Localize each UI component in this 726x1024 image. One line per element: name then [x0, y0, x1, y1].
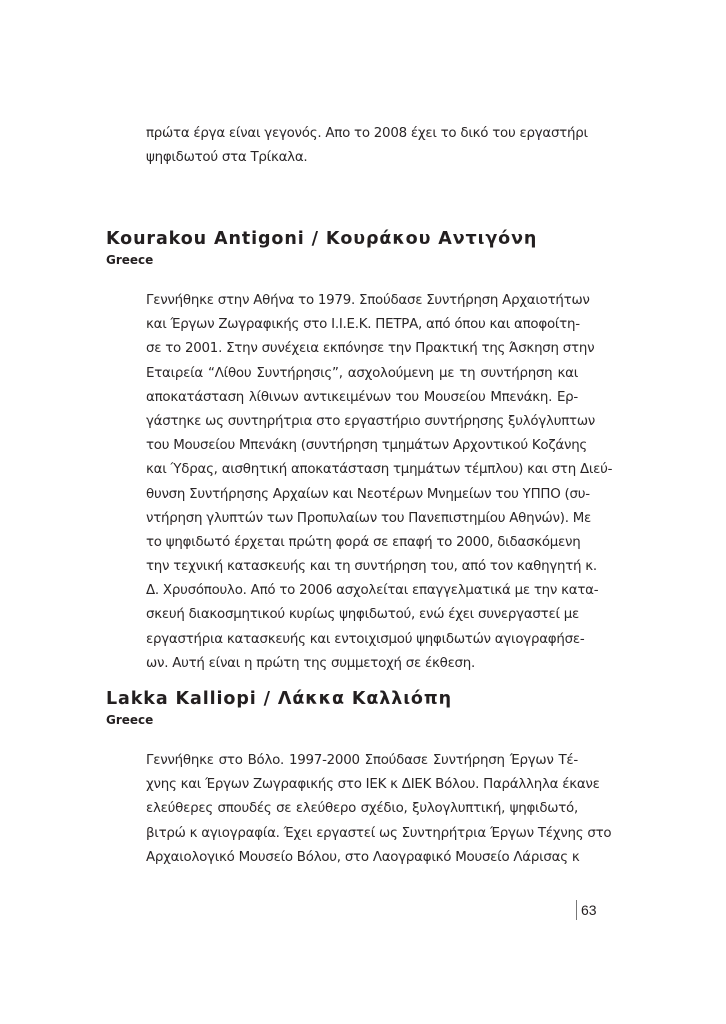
- entry-country: Greece: [106, 713, 154, 727]
- paragraph-line: Γεννήθηκε στο Βόλο. 1997-2000 Σπούδασε Συντήρηση Έργων Τέ-: [146, 753, 578, 768]
- paragraph-line: πρώτα έργα είναι γεγονός. Απο το 2008 έχει το δικό του εργαστήρι: [146, 126, 588, 141]
- paragraph-line: σε το 2001. Στην συνέχεια εκπόνησε την Πρακτική της Άσκηση στην: [146, 341, 595, 357]
- entry-title: Lakka Kalliopi / Λάκκα Καλλιόπη: [106, 689, 452, 709]
- entry-title: Kourakou Antigoni / Κουράκου Αντιγόνη: [106, 229, 538, 249]
- paragraph-line: Γεννήθηκε στην Αθήνα το 1979. Σπούδασε Συντήρηση Αρχαιοτήτων: [146, 293, 590, 308]
- entry-biography: [146, 749, 612, 870]
- paragraph-line: του Μουσείου Μπενάκη (συντήρηση τμημάτων Αρχοντικού Κοζάνης: [146, 438, 588, 454]
- paragraph-line: βιτρώ κ αγιογραφία. Έχει εργαστεί ως Συντηρήτρια Έργων Τέχνης στο: [146, 825, 612, 841]
- paragraph-line: ελεύθερες σπουδές σε ελεύθερο σχέδιο, ξυλογλυπτική, ψηφιδωτό,: [146, 801, 578, 817]
- paragraph-line: το ψηφιδωτό έρχεται πρώτη φορά σε επαφή το 2000, διδασκόμενη: [146, 534, 581, 550]
- paragraph-line: εργαστήρια κατασκευής και εντοιχισμού ψηφιδωτών αγιογραφήσε-: [146, 631, 585, 647]
- paragraph-line: την τεχνική κατασκευής και τη συντήρηση του, από τον καθηγητή κ.: [146, 559, 597, 575]
- paragraph-line: ων. Αυτή είναι η πρώτη της συμμετοχή σε έκθεση.: [146, 655, 476, 671]
- paragraph-line: Εταιρεία “Λίθου Συντήρησις”, ασχολούμενη με τη συντήρηση και: [146, 365, 578, 381]
- paragraph-line: σκευή διακοσμητικού κυρίως ψηφιδωτού, ενώ έχει συνεργαστεί με: [146, 607, 579, 623]
- paragraph-line: και Έργων Ζωγραφικής στο Ι.Ι.Ε.Κ. ΠΕΤΡΑ, από όπου και αποφοίτη-: [146, 317, 580, 333]
- entry-biography: [146, 289, 613, 676]
- continuation-paragraph: [146, 122, 588, 170]
- paragraph-line: αποκατάσταση λίθινων αντικειμένων του Μουσείου Μπενάκη. Ερ-: [146, 389, 578, 405]
- page-number: 63: [576, 900, 597, 920]
- paragraph-line: Αρχαιολογικό Μουσείο Βόλου, στο Λαογραφικό Μουσείο Λάρισας κ: [146, 849, 580, 865]
- paragraph-line: ψηφιδωτού στα Τρίκαλα.: [146, 150, 308, 166]
- entry-country: Greece: [106, 253, 154, 267]
- paragraph-line: ντήρηση γλυπτών των Προπυλαίων του Πανεπιστημίου Αθηνών). Με: [146, 510, 592, 526]
- paragraph-line: Δ. Χρυσόπουλο. Από το 2006 ασχολείται επαγγελματικά με την κατα-: [146, 583, 599, 599]
- paragraph-line: θυνση Συντήρησης Αρχαίων και Νεοτέρων Μνημείων του ΥΠΠΟ (συ-: [146, 486, 590, 502]
- paragraph-line: γάστηκε ως συντηρήτρια στο εργαστήριο συντήρησης ξυλόγλυπτων: [146, 413, 596, 429]
- paragraph-line: και Ύδρας, αισθητική αποκατάσταση τμημάτων τέμπλου) και στη Διεύ-: [146, 462, 613, 478]
- paragraph-line: χνης και Έργων Ζωγραφικής στο ΙΕΚ κ ΔΙΕΚ Βόλου. Παράλληλα έκανε: [146, 777, 600, 793]
